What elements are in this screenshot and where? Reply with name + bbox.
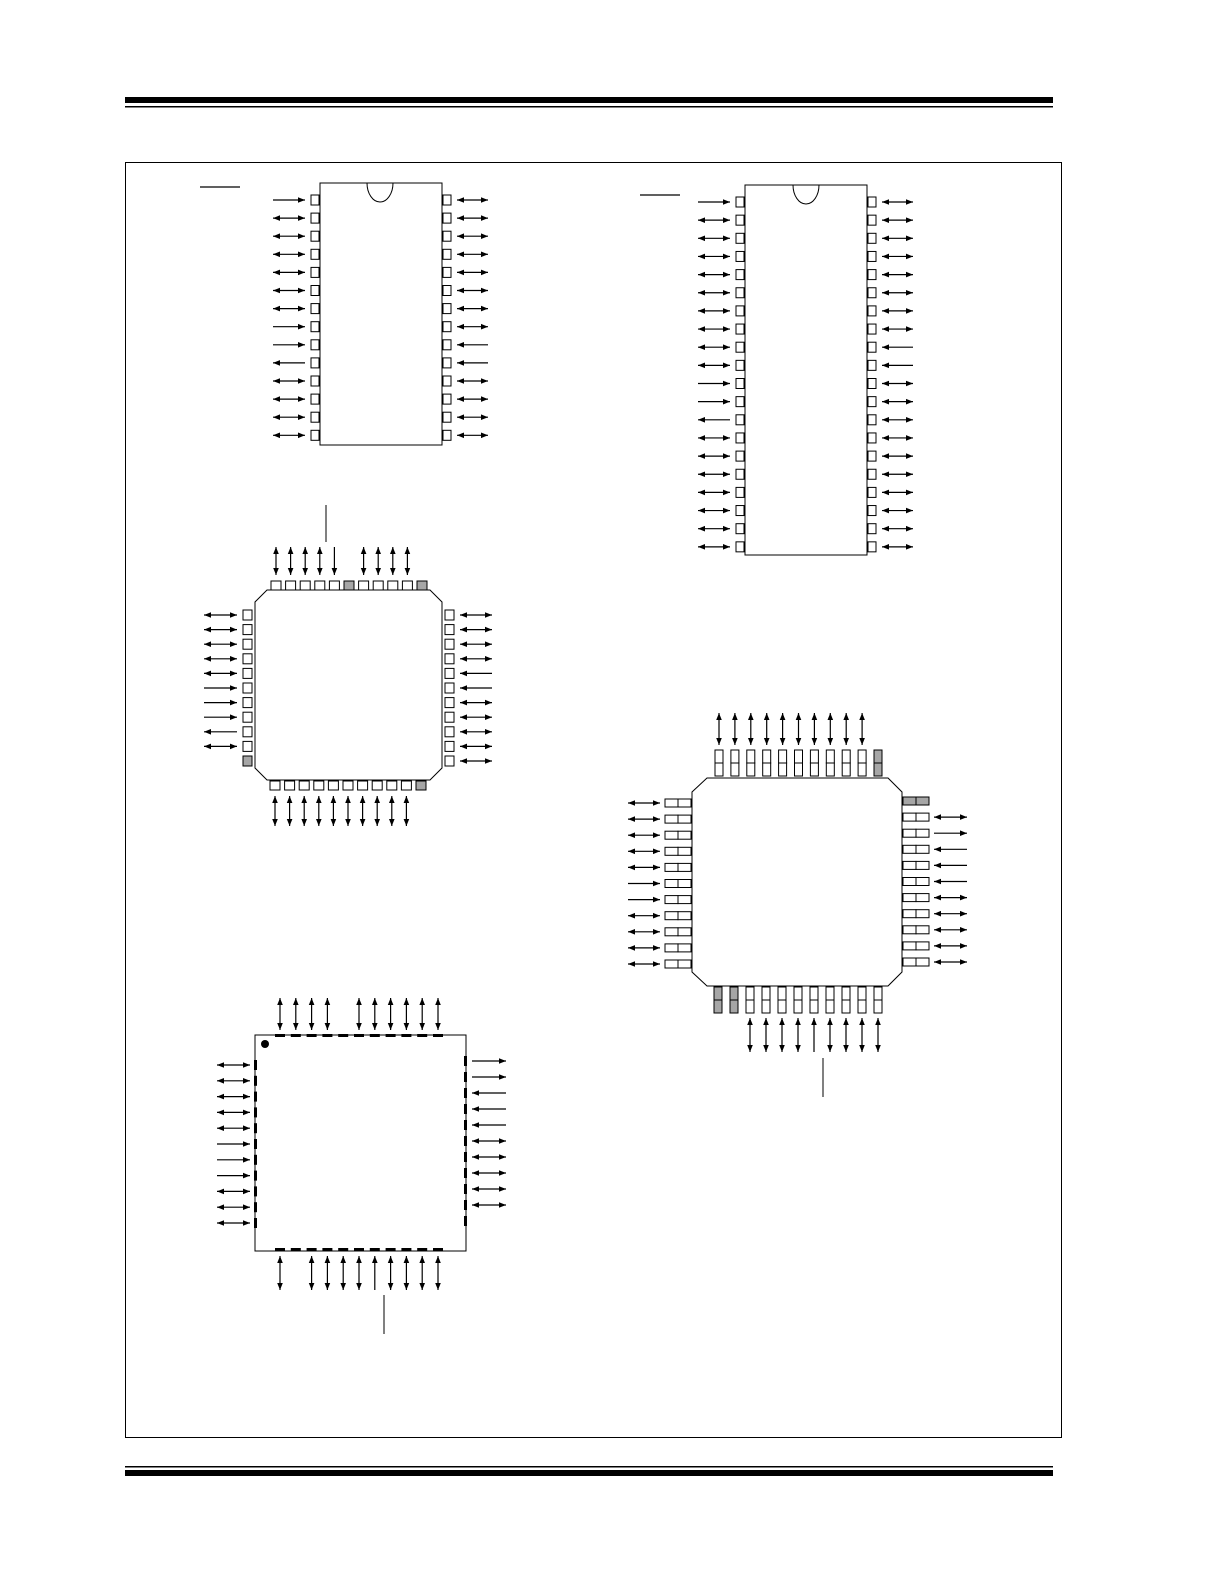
pin-pad-right [903,958,916,966]
pin-pad-bottom [307,1248,317,1251]
pin-pad-bottom [842,987,850,1000]
pin-pad-right [868,415,876,425]
pin-pad-left [736,506,744,516]
pin-pad-left [736,469,744,479]
pin-pad-left [736,342,744,352]
pin-pad-top [810,750,818,763]
pin-pad-bottom [858,987,866,1000]
package-qfn44 [217,998,506,1334]
pin-pad-top [417,1034,427,1037]
pin-pad-bottom [874,1000,882,1013]
pin-pad-right [443,249,451,259]
pin-pad-left [254,1171,257,1181]
pin-pad-top [329,581,339,590]
pin-pad-bottom [714,1000,722,1013]
pin-pad-left [311,394,319,404]
pin-pad-right [868,288,876,298]
pin-pad-right [464,1168,467,1178]
pin-pad-bottom [762,987,770,1000]
pin-pad-left [243,610,252,620]
pin-pad-left [311,376,319,386]
header-rule [125,97,1053,108]
pin-pad-top [779,763,787,776]
pin-pad-left [254,1123,257,1133]
pin-pad-left [243,625,252,635]
pin-pad-left [736,415,744,425]
pin-pad-top [763,750,771,763]
pin-pad-right [916,958,929,966]
pin-pad-left [311,412,319,422]
pin-pad-right [464,1184,467,1194]
pin-pad-right [443,394,451,404]
pin-pad-right [903,861,916,869]
pin-pad-left [311,286,319,296]
pin-pad-bottom [874,987,882,1000]
pin-pad-right [464,1120,467,1130]
pin-pad-bottom [314,781,324,790]
pin-pad-left [243,698,252,708]
pin-pad-left [665,799,678,807]
pin-pad-right [445,741,454,751]
pin-pad-left [736,288,744,298]
pin-pad-left [243,756,252,766]
pin-pad-top [874,750,882,763]
pin-pad-right [443,213,451,223]
pin-pad-right [903,878,916,886]
pin-pad-left [243,639,252,649]
pin-pad-left [736,197,744,207]
pin-pad-bottom [858,1000,866,1013]
pin-pad-left [736,433,744,443]
pin-pad-right [916,813,929,821]
pin-pad-top [300,581,310,590]
pin-pad-right [868,342,876,352]
pin-pad-right [868,542,876,552]
pin-pad-left [311,430,319,440]
pin-pad-bottom [762,1000,770,1013]
pin-pad-top [291,1034,301,1037]
pin-pad-bottom [270,781,280,790]
pin-pad-left [254,1202,257,1212]
pin-pad-bottom [730,1000,738,1013]
pin-pad-right [916,829,929,837]
pin-pad-right [903,829,916,837]
pin-pad-right [443,358,451,368]
pin-pad-right [916,942,929,950]
pin-pad-left [243,654,252,664]
pin-pad-bottom [794,987,802,1000]
pin-pad-right [868,233,876,243]
pin-pad-right [916,926,929,934]
chip-body [255,1035,466,1251]
pin-pad-bottom [778,987,786,1000]
pin-pad-bottom [401,1248,411,1251]
pin-pad-top [826,763,834,776]
pin-pad-right [916,861,929,869]
pin-pad-bottom [322,1248,332,1251]
pin-pad-left [311,340,319,350]
pin-pad-left [678,896,691,904]
pin-pad-bottom [386,1248,396,1251]
pin-pad-right [868,324,876,334]
pin-pad-right [464,1088,467,1098]
pin-pad-left [254,1107,257,1117]
pin-pad-top [307,1034,317,1037]
pin-pad-bottom [826,987,834,1000]
pin-pad-bottom [810,1000,818,1013]
pin-pad-left [311,304,319,314]
pin-pad-right [443,340,451,350]
pin-pad-bottom [746,987,754,1000]
pin-pad-top [747,763,755,776]
pin-pad-left [665,928,678,936]
pin-pad-left [311,195,319,205]
pin-pad-right [868,433,876,443]
pin-pad-right [464,1056,467,1066]
pin-pad-right [868,469,876,479]
pin-pad-bottom [291,1248,301,1251]
pin-pad-top [286,581,296,590]
pin-pad-left [311,213,319,223]
pin-pad-bottom [826,1000,834,1013]
pin-pad-top [315,581,325,590]
pin-pad-top [731,750,739,763]
pin-pad-top [842,763,850,776]
pin-pad-bottom [433,1248,443,1251]
pin-pad-left [736,451,744,461]
pin-pad-left [311,322,319,332]
pin-pad-right [443,304,451,314]
pin-pad-left [736,306,744,316]
pin-pad-right [445,683,454,693]
pin-pad-left [243,727,252,737]
pin-pad-right [903,797,916,805]
pin-pad-right [464,1200,467,1210]
pin-pad-left [311,358,319,368]
pin-pad-top [322,1034,332,1037]
pin-pad-top [402,581,412,590]
pin-pad-right [445,712,454,722]
pin-pad-left [665,944,678,952]
chip-body [745,185,867,555]
pin-pad-left [254,1060,257,1070]
chip-body [320,183,442,445]
pin-pad-bottom [338,1248,348,1251]
pin-pad-bottom [794,1000,802,1013]
pin-pad-right [916,910,929,918]
pin-pad-left [254,1092,257,1102]
pin-pad-top [417,581,427,590]
pin-pad-top [359,581,369,590]
pin-pad-left [678,815,691,823]
pin-pad-top [715,750,723,763]
pin-pad-top [874,763,882,776]
pin-pad-right [443,195,451,205]
pin-pad-right [868,270,876,280]
pin-pad-right [445,654,454,664]
pin-pad-right [443,322,451,332]
pin-pad-bottom [810,987,818,1000]
pin-pad-left [736,524,744,534]
pin-pad-top [373,581,383,590]
pin-pad-right [903,894,916,902]
package-qfp44 [204,505,492,826]
pin-pad-bottom [416,781,426,790]
chip-body [692,778,902,986]
pin-pad-left [736,360,744,370]
pin-pad-left [243,712,252,722]
pin-pad-right [445,625,454,635]
pin-pad-left [243,668,252,678]
pin-pad-bottom [417,1248,427,1251]
pin-pad-bottom [299,781,309,790]
pin-pad-right [868,306,876,316]
pin-pad-bottom [714,987,722,1000]
pin-pad-top [858,763,866,776]
pin-pad-right [464,1072,467,1082]
pin-pad-right [443,231,451,241]
pin-pad-left [311,249,319,259]
pin-pad-right [445,639,454,649]
pin-pad-right [916,797,929,805]
pin-pad-top [715,763,723,776]
pin-pad-left [678,831,691,839]
pin-pad-top [842,750,850,763]
pin-pad-left [678,912,691,920]
pin-pad-left [678,960,691,968]
pin-pad-left [665,863,678,871]
pin-pad-right [868,251,876,261]
pin-pad-top [810,763,818,776]
pin-pad-right [443,267,451,277]
pin-pad-left [254,1139,257,1149]
pin-pad-left [678,944,691,952]
package-dip40 [698,185,913,555]
pin-pad-left [736,215,744,225]
pin-pad-top [370,1034,380,1037]
pin-pad-right [903,845,916,853]
pin-pad-top [275,1034,285,1037]
pin-pad-top [388,581,398,590]
pin-pad-right [868,197,876,207]
pin-pad-right [868,360,876,370]
pin-pad-bottom [285,781,295,790]
pin-pad-left [665,960,678,968]
pin-pad-top [763,763,771,776]
pin-pad-right [443,412,451,422]
pin-pad-right [868,379,876,389]
pin-pad-bottom [387,781,397,790]
pin-pad-left [678,880,691,888]
pin-pad-top [731,763,739,776]
pin-pad-left [254,1155,257,1165]
package-dip28 [273,183,488,445]
pin-pad-bottom [842,1000,850,1013]
pin-pad-left [736,233,744,243]
pin-pad-left [736,397,744,407]
pin-pad-top [386,1034,396,1037]
footer-rule [125,1466,1053,1476]
package-plcc44 [628,713,967,1097]
pin-pad-right [464,1152,467,1162]
pin-pad-top [795,750,803,763]
pin-pad-left [665,896,678,904]
pin-pad-bottom [372,781,382,790]
pin-pad-right [916,894,929,902]
pin-pad-right [464,1104,467,1114]
pin-pad-bottom [354,1248,364,1251]
pin-pad-bottom [746,1000,754,1013]
pin-pad-right [903,942,916,950]
pin-pad-left [665,815,678,823]
pin-pad-bottom [778,1000,786,1013]
pin-pad-right [868,506,876,516]
pin-pad-top [795,763,803,776]
pin-pad-right [443,430,451,440]
pin-pad-right [445,756,454,766]
pin-pad-left [678,799,691,807]
pin-pad-bottom [730,987,738,1000]
pin-pad-bottom [370,1248,380,1251]
pin-pad-left [243,683,252,693]
pin-pad-left [254,1218,257,1228]
pin-pad-right [916,845,929,853]
pin-pad-right [443,286,451,296]
pin-pad-top [354,1034,364,1037]
pin-pad-left [678,863,691,871]
pin-pad-left [665,880,678,888]
pin-pad-left [736,270,744,280]
pin-pad-left [736,487,744,497]
pin-pad-bottom [275,1248,285,1251]
pin-pad-top [779,750,787,763]
pin-pad-top [344,581,354,590]
pin-pad-top [271,581,281,590]
chip-body [255,590,442,780]
pin-pad-right [445,668,454,678]
pin-pad-left [736,379,744,389]
pin-pad-top [401,1034,411,1037]
pin-pad-left [665,847,678,855]
pin-pad-left [736,542,744,552]
pin-pad-left [311,267,319,277]
pin-pad-left [254,1186,257,1196]
pin-pad-top [826,750,834,763]
pin-pad-right [445,698,454,708]
pin-pad-right [464,1136,467,1146]
pin-pad-right [445,610,454,620]
pin-pad-right [868,397,876,407]
pin-pad-right [443,376,451,386]
pin-pad-left [311,231,319,241]
pin-pad-top [747,750,755,763]
pin-pad-left [678,847,691,855]
pin-pad-top [433,1034,443,1037]
pin-pad-right [868,524,876,534]
pin-pad-right [903,813,916,821]
pin-pad-left [254,1076,257,1086]
pin1-dot [261,1040,269,1048]
pin-pad-left [678,928,691,936]
pin-pad-left [736,324,744,334]
pin-pad-bottom [358,781,368,790]
pin-pad-top [338,1034,348,1037]
pin-pad-right [445,727,454,737]
pin-pad-right [903,926,916,934]
pin-pad-bottom [343,781,353,790]
pin-pad-right [903,910,916,918]
pin-pad-top [858,750,866,763]
pin-pad-right [868,215,876,225]
pin-pad-right [868,487,876,497]
pin-pad-left [665,912,678,920]
pin-pad-left [665,831,678,839]
pin-pad-right [464,1216,467,1226]
pin-pad-left [243,741,252,751]
pin-pad-left [736,251,744,261]
pin-pad-right [916,878,929,886]
pin-pad-bottom [401,781,411,790]
pin-pad-bottom [328,781,338,790]
pin-pad-right [868,451,876,461]
